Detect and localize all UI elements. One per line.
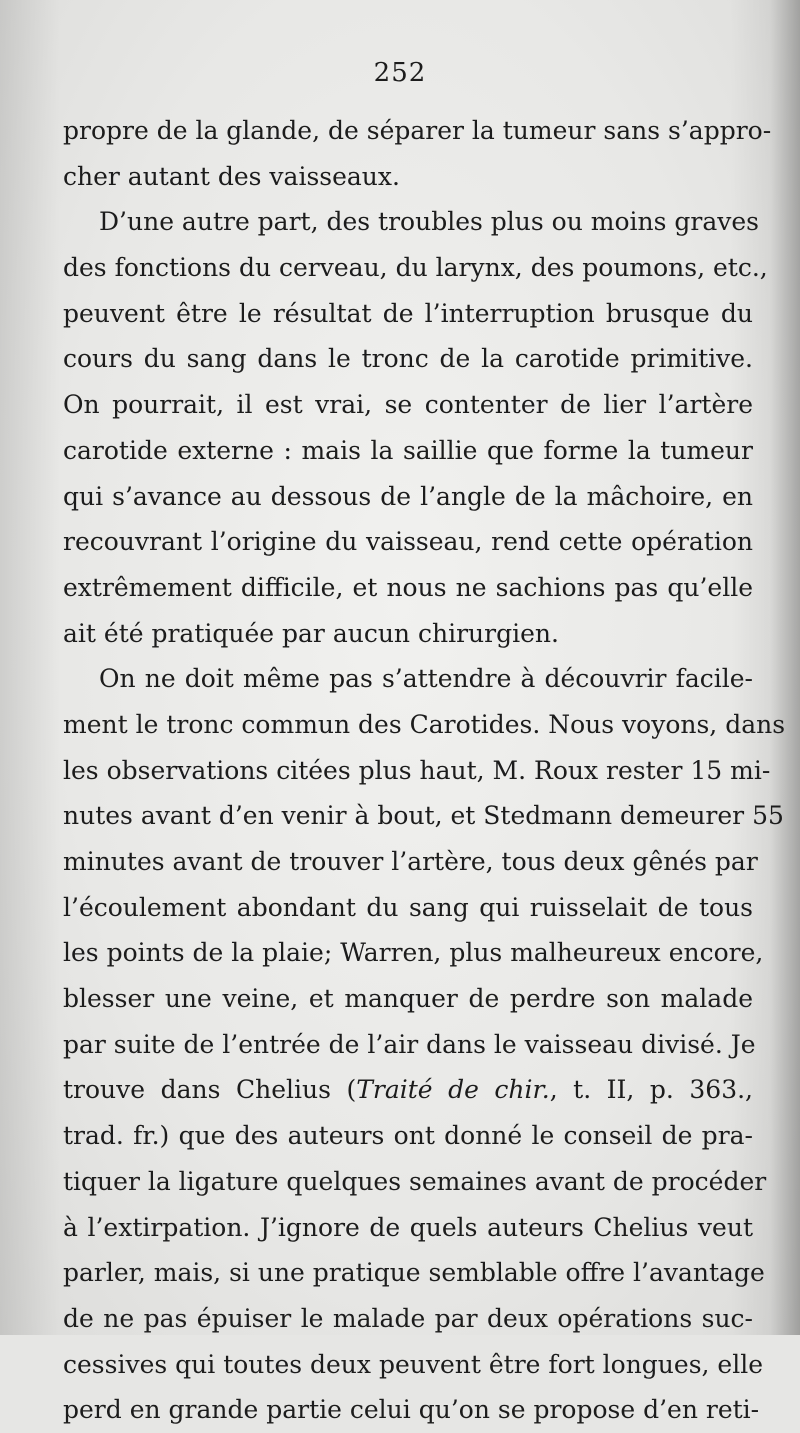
text-line: carotide externe : mais la saillie que forme la tumeur [63, 435, 753, 465]
text-line: propre de la glande, de séparer la tumeur sans s’appro- [63, 116, 772, 145]
text-line: cours du sang dans le tronc de la carotide primitive. [63, 344, 753, 374]
text-segment: , t. II, p. 363., [549, 1075, 753, 1105]
text-line [63, 1067, 753, 1113]
italic-citation: Traité de chir. [356, 1075, 550, 1105]
text-line: perd en grande partie celui qu’on se propose d’en reti- [63, 1395, 760, 1425]
text-line: D’une autre part, des troubles plus ou moins graves [99, 207, 759, 237]
text-line: peuvent être le résultat de l’interruption brusque du [63, 298, 753, 328]
text-line: les observations citées plus haut, M. Roux rester 15 mi- [63, 755, 771, 785]
text-line: blesser une veine, et manquer de perdre son malade [63, 984, 753, 1014]
text-line: extrêmement difficile, et nous ne sachions pas qu’elle [63, 572, 753, 602]
text-line: à l’extirpation. J’ignore de quels auteurs Chelius veut [63, 1212, 753, 1242]
text-line: ait été pratiquée par aucun chirurgien. [63, 618, 559, 648]
text-line: par suite de l’entrée de l’air dans le vaisseau divisé. Je [63, 1029, 756, 1059]
text-line: minutes avant de trouver l’artère, tous deux gênés par [63, 847, 758, 876]
text-line: On ne doit même pas s’attendre à découvrir facile- [99, 664, 753, 694]
text-line: trad. fr.) que des auteurs ont donné le conseil de pra- [63, 1121, 753, 1151]
text-line: nutes avant d’en venir à bout, et Stedmann demeurer 55 [63, 801, 784, 831]
text-line: les points de la plaie; Warren, plus malheureux encore, [63, 938, 764, 968]
body-text [63, 108, 786, 1433]
text-line: tiquer la ligature quelques semaines avant de procéder [63, 1166, 767, 1196]
text-line: On pourrait, il est vrai, se contenter de lier l’artère [63, 390, 753, 420]
page-number: 252 [373, 58, 427, 88]
text-line: parler, mais, si une pratique semblable offre l’avantage [63, 1258, 765, 1288]
text-line: cessives qui toutes deux peuvent être fort longues, elle [63, 1349, 763, 1379]
text-segment: trouve dans Chelius ( [63, 1075, 357, 1105]
text-line: des fonctions du cerveau, du larynx, des poumons, etc., [63, 253, 768, 283]
text-line: recouvrant l’origine du vaisseau, rend cette opération [63, 527, 753, 557]
text-line: qui s’avance au dessous de l’angle de la mâchoire, en [63, 481, 753, 511]
text-line: de ne pas épuiser le malade par deux opérations suc- [63, 1303, 753, 1333]
text-line: ment le tronc commun des Carotides. Nous voyons, dans [63, 709, 786, 739]
text-line: cher autant des vaisseaux. [63, 161, 400, 191]
text-line: l’écoulement abondant du sang qui ruisselait de tous [63, 892, 753, 922]
